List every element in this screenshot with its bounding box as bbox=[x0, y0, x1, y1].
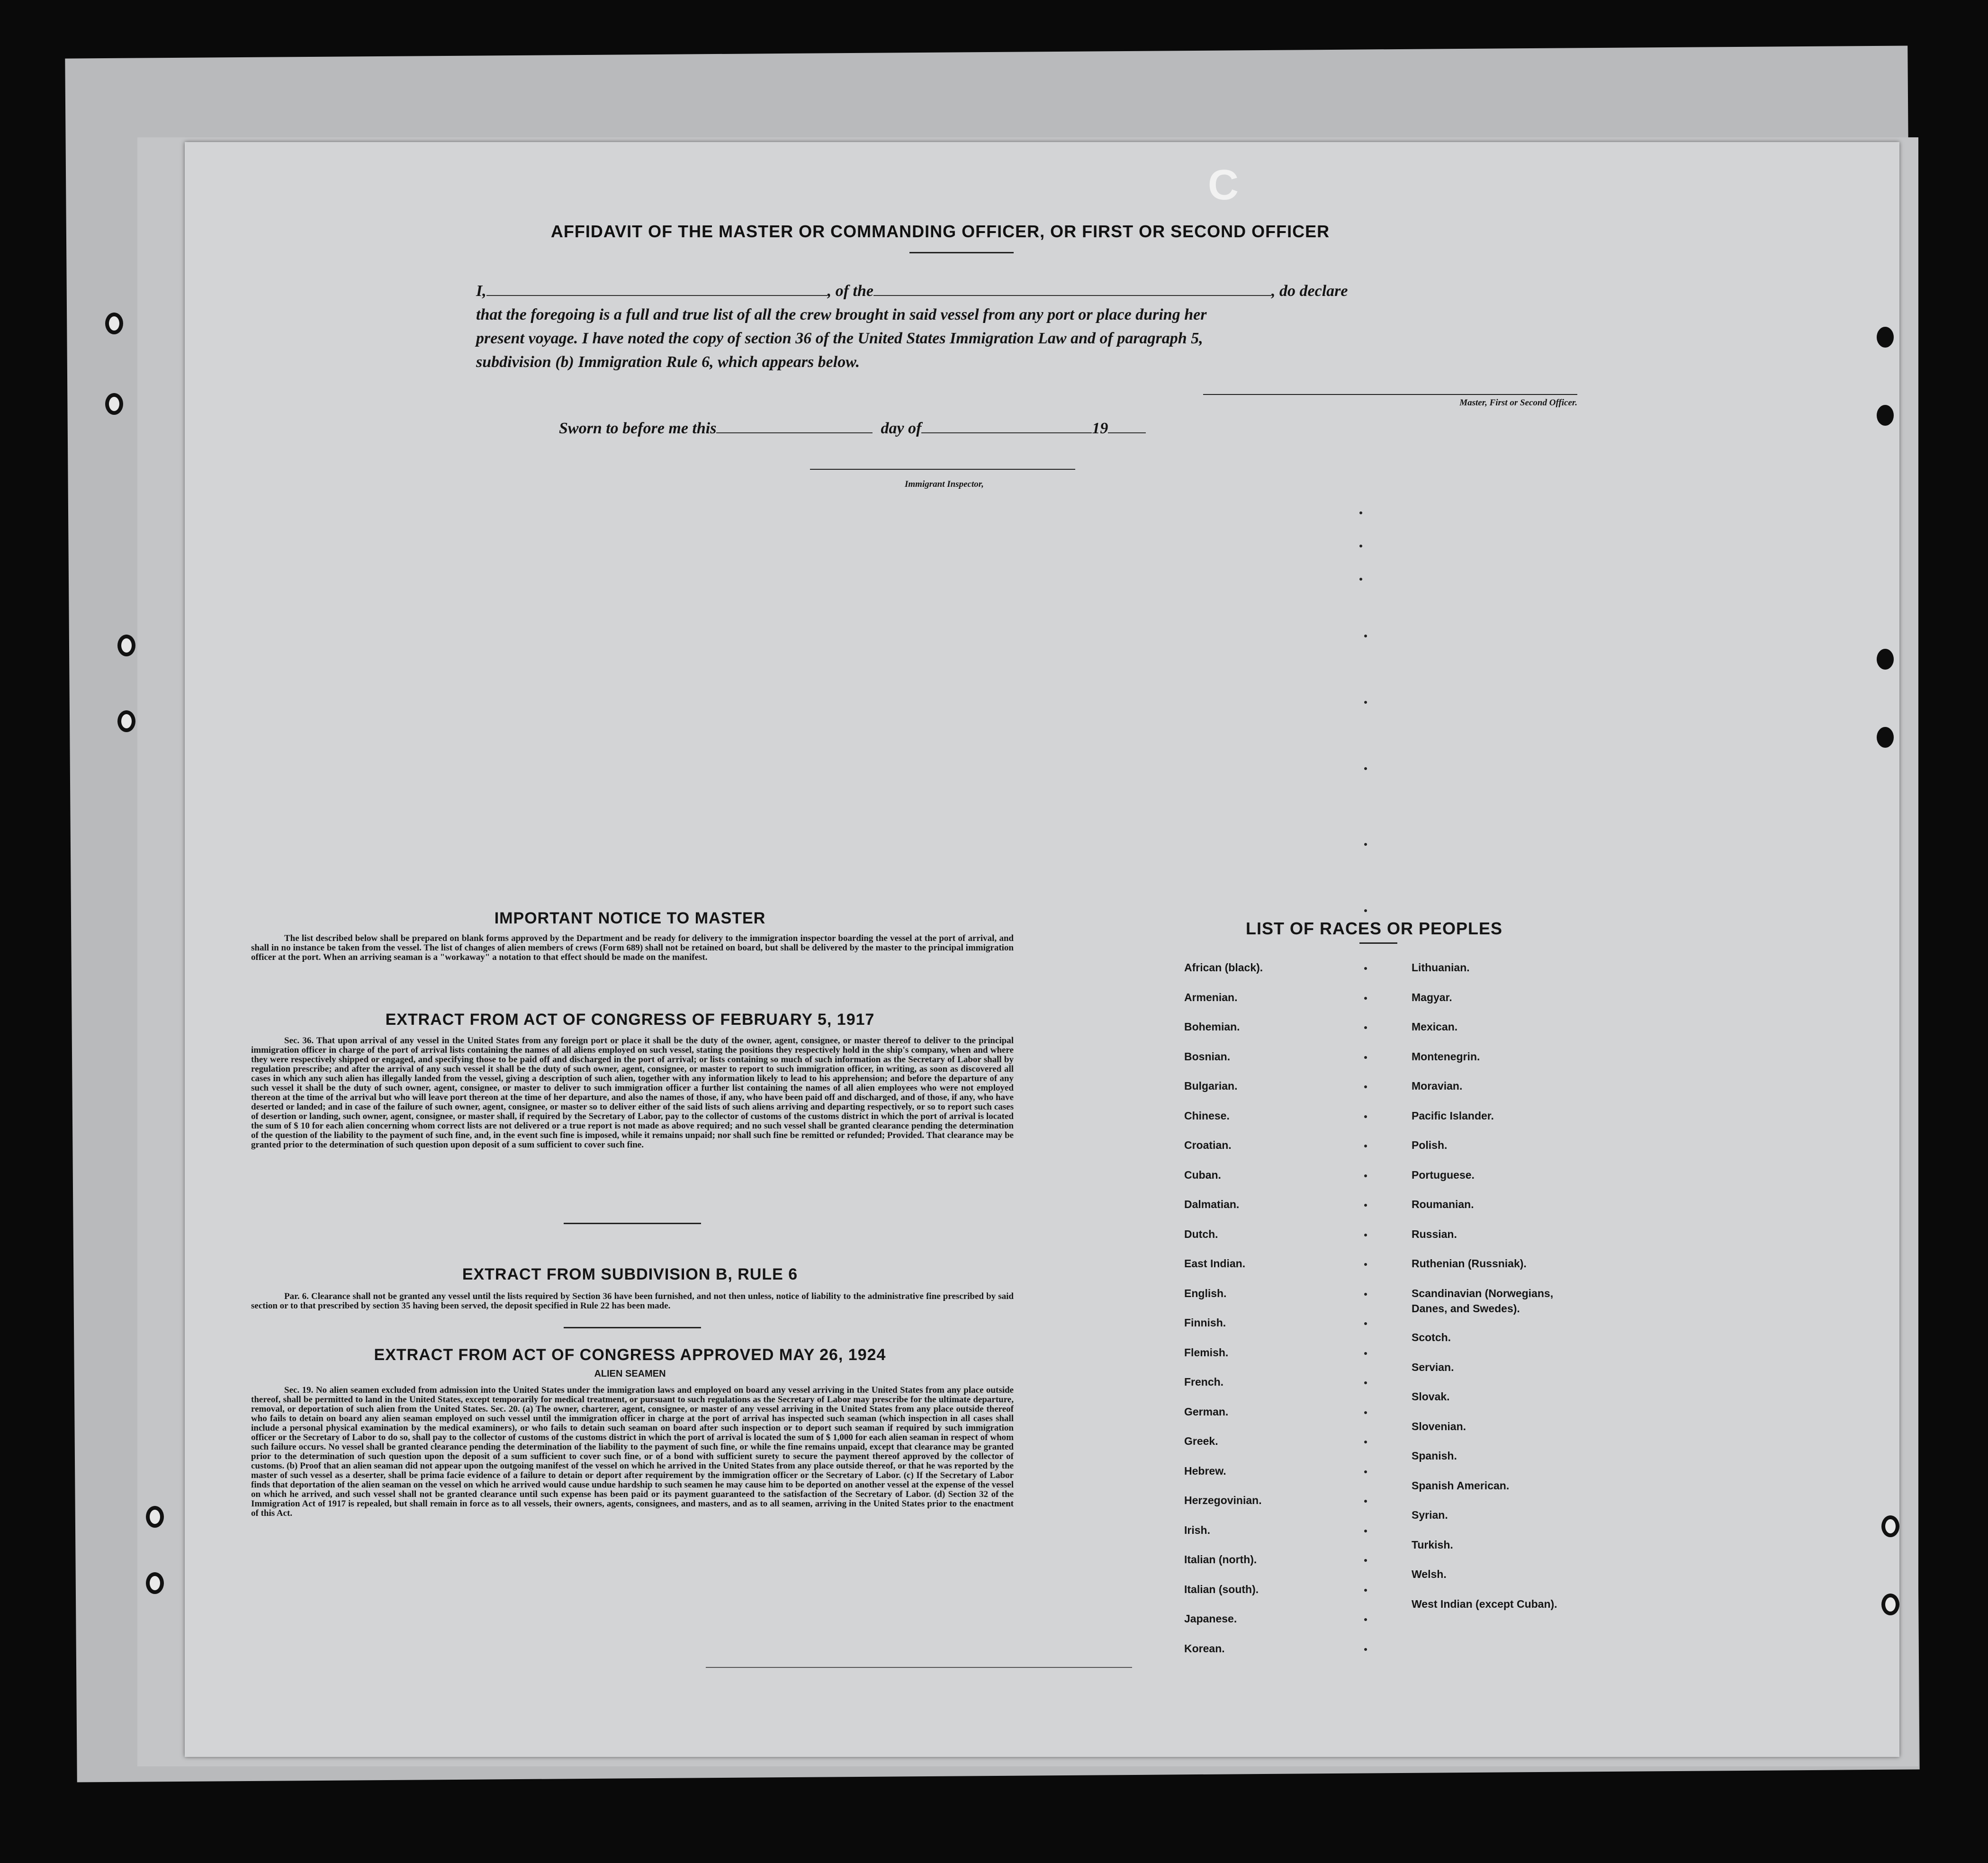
race-item: Danes, and Swedes). bbox=[1412, 1302, 1520, 1315]
circle-mark: C bbox=[1208, 161, 1239, 209]
bleed-dot bbox=[1364, 767, 1367, 770]
race-item: Korean. bbox=[1184, 1642, 1225, 1655]
race-dot bbox=[1364, 1322, 1367, 1325]
race-item: Russian. bbox=[1412, 1227, 1457, 1240]
extract-rule6-title: EXTRACT FROM SUBDIVISION B, RULE 6 bbox=[462, 1265, 798, 1283]
race-item: Moravian. bbox=[1412, 1080, 1463, 1092]
binder-hole bbox=[1881, 1515, 1899, 1537]
bottom-line bbox=[706, 1667, 1132, 1668]
race-dot bbox=[1364, 1381, 1367, 1384]
race-item: Dutch. bbox=[1184, 1227, 1218, 1240]
race-dot bbox=[1364, 1234, 1367, 1236]
race-item: French. bbox=[1184, 1376, 1224, 1388]
signature-line[interactable] bbox=[1203, 394, 1577, 395]
inspector-caption: Immigrant Inspector, bbox=[905, 479, 984, 489]
declaration-line-4: subdivision (b) Immigration Rule 6, which appears below. bbox=[476, 353, 860, 371]
extract-rule6-text: Par. 6. Clearance shall not be granted any vessel until the lists required by Section 36 have been furnished, and not then unless, notice of liability to the administrative fine prescribed by said section or to that prescribed by section 35 having been served, the deposit specified in Rule 22 has been made. bbox=[251, 1291, 1014, 1311]
race-dot bbox=[1364, 1026, 1367, 1029]
race-dot bbox=[1364, 1411, 1367, 1414]
race-item: Portuguese. bbox=[1412, 1168, 1475, 1181]
race-item: Flemish. bbox=[1184, 1346, 1229, 1359]
bleed-dot bbox=[1364, 701, 1367, 704]
race-dot bbox=[1364, 1441, 1367, 1443]
binder-hole bbox=[105, 313, 123, 334]
binder-hole bbox=[1877, 727, 1894, 748]
sworn-day-field[interactable] bbox=[716, 432, 873, 433]
race-item: Hebrew. bbox=[1184, 1464, 1226, 1477]
race-dot bbox=[1364, 1204, 1367, 1207]
race-dot bbox=[1364, 1618, 1367, 1621]
race-dot bbox=[1364, 1530, 1367, 1532]
year-prefix: 19 bbox=[1092, 420, 1108, 437]
affidavit-page bbox=[185, 142, 1899, 1757]
affidavit-title: AFFIDAVIT OF THE MASTER OR COMMANDING OFFICER, OR FIRST OR SECOND OFFICER bbox=[550, 222, 1330, 241]
race-item: Italian (north). bbox=[1184, 1553, 1257, 1566]
vessel-name-field[interactable] bbox=[873, 295, 1271, 296]
race-dot bbox=[1364, 1352, 1367, 1355]
extract-1917-title: EXTRACT FROM ACT OF CONGRESS OF FEBRUARY 5, 1917 bbox=[385, 1011, 875, 1029]
race-item: West Indian (except Cuban). bbox=[1412, 1597, 1557, 1610]
race-item: Magyar. bbox=[1412, 991, 1452, 1003]
of-the-label: , of the bbox=[827, 282, 874, 300]
race-item: Turkish. bbox=[1412, 1538, 1453, 1551]
binder-hole bbox=[146, 1506, 164, 1528]
race-item: English. bbox=[1184, 1287, 1227, 1299]
race-dot bbox=[1364, 1500, 1367, 1503]
day-of-label: day of bbox=[881, 420, 922, 437]
binder-hole bbox=[1877, 405, 1894, 426]
title-underline bbox=[909, 252, 1014, 253]
race-item: Syrian. bbox=[1412, 1509, 1448, 1522]
sworn-label: Sworn to before me this bbox=[559, 420, 717, 437]
extract-1917-text: Sec. 36. That upon arrival of any vessel in the United States from any foreign port or place it shall be the duty of the owner, agent, consignee, or master thereof to deliver to the principal immigration officer in charge of the port of arrival lists containing the names of all aliens employed on such vessel, stating the positions they respectively hold in the ship's company, when and where they were respectively shipped or engaged, and specifying those to be paid off and discharged in the port of arrival; or lists containing so much of such information as the Secretary of Labor shall by regulation prescribe; and after the arrival of any such vessel it shall be the duty of such owner, agent, consignee, or master to report to such immigration officer, in writing, as soon as discovered all cases in which any such alien has illegally landed from the vessel, giving a description of such alien, together with any information likely to lead to his apprehension; and before the departure of any such vessel it shall be the duty of such owner, agent, consignee, or master to deliver to such immigration officer a further list containing the names of all alien employees who were not employed thereon at the time of the arrival but who will leave port thereon at the time of her departure, and also the names of those, if any, who have been paid off and discharged, and of those, if any, who have deserted or landed; and in case of the failure of such owner, agent, consignee, or master so to deliver either of the said lists of such aliens arriving and departing respectively, or so to report such cases of desertion or landing, such owner, agent, consignee, or master shall, if required by the Secretary of Labor, pay to the collector of customs of the customs district in which the port of arrival is located the sum of $ 10 for each alien concerning whom correct lists are not delivered or a true report is not made as above required; and no such vessel shall be granted clearance pending the determination of the question of the liability to the payment of such fine, and, in the event such fine is imposed, while it remains unpaid; nor shall such fine be remitted or refunded; Provided. That clearance may be granted prior to the determination of such question upon deposit of a sum sufficient to cover such fine. bbox=[251, 1036, 1014, 1150]
declaration-line-2: that the foregoing is a full and true list of all the crew brought in said vessel from any port or place during her bbox=[476, 306, 1207, 323]
race-item: Scandinavian (Norwegians, bbox=[1412, 1287, 1554, 1299]
race-item: Chinese. bbox=[1184, 1109, 1230, 1122]
binder-hole bbox=[105, 393, 123, 415]
race-item: German. bbox=[1184, 1405, 1229, 1418]
race-dot bbox=[1364, 1293, 1367, 1296]
race-item: Ruthenian (Russniak). bbox=[1412, 1257, 1527, 1270]
race-dot bbox=[1364, 1056, 1367, 1059]
race-item: East Indian. bbox=[1184, 1257, 1246, 1270]
race-item: Cuban. bbox=[1184, 1168, 1221, 1181]
race-dot bbox=[1364, 1115, 1367, 1118]
declarant-prefix: I, bbox=[476, 282, 486, 300]
bleed-dot bbox=[1364, 843, 1367, 846]
race-item: Croatian. bbox=[1184, 1139, 1232, 1151]
race-dot bbox=[1364, 1559, 1367, 1562]
bleed-dot bbox=[1359, 578, 1362, 581]
extract-1924-subtitle: ALIEN SEAMEN bbox=[594, 1369, 666, 1379]
declarant-name-field[interactable] bbox=[486, 295, 828, 296]
race-item: Servian. bbox=[1412, 1361, 1454, 1373]
race-item: Pacific Islander. bbox=[1412, 1109, 1494, 1122]
race-dot bbox=[1364, 997, 1367, 1000]
binder-hole bbox=[117, 635, 135, 656]
race-item: Montenegrin. bbox=[1412, 1050, 1480, 1063]
race-item: Bosnian. bbox=[1184, 1050, 1231, 1063]
race-item: Spanish American. bbox=[1412, 1479, 1510, 1492]
race-item: Greek. bbox=[1184, 1435, 1218, 1447]
sworn-year-field[interactable] bbox=[1108, 432, 1146, 433]
race-item: Bulgarian. bbox=[1184, 1080, 1238, 1092]
race-item: Japanese. bbox=[1184, 1612, 1237, 1625]
race-item: Slovak. bbox=[1412, 1390, 1450, 1403]
binder-hole bbox=[1881, 1594, 1899, 1615]
race-dot bbox=[1364, 1589, 1367, 1592]
notice-title: IMPORTANT NOTICE TO MASTER bbox=[494, 909, 766, 927]
race-item: Irish. bbox=[1184, 1523, 1210, 1536]
bleed-dot bbox=[1359, 511, 1362, 514]
race-item: Herzegovinian. bbox=[1184, 1494, 1262, 1506]
race-item: Finnish. bbox=[1184, 1317, 1226, 1329]
race-item: Italian (south). bbox=[1184, 1583, 1259, 1595]
race-item: Lithuanian. bbox=[1412, 961, 1470, 974]
races-title-underline bbox=[1359, 942, 1397, 944]
do-declare-label: , do declare bbox=[1271, 282, 1348, 300]
race-dot bbox=[1364, 1648, 1367, 1651]
bleed-dot bbox=[1364, 635, 1367, 637]
extract-rule6-underline bbox=[564, 1327, 701, 1328]
race-item: Bohemian. bbox=[1184, 1021, 1240, 1033]
race-item: Dalmatian. bbox=[1184, 1198, 1240, 1210]
race-item: Polish. bbox=[1412, 1139, 1448, 1151]
binder-hole bbox=[117, 710, 135, 732]
race-item: Mexican. bbox=[1412, 1021, 1458, 1033]
race-dot bbox=[1364, 1085, 1367, 1088]
binder-hole bbox=[146, 1572, 164, 1594]
extract-1924-text: Sec. 19. No alien seamen excluded from admission into the United States under the immigration laws and employed on board any vessel arriving in the United States from any place outside thereof, shall be permitted to land in the United States, except temporarily for medical treatment, or pursuant to such regulations as the Secretary of Labor may prescribe for the ultimate departure, removal, or deportation of such alien from the United States. Sec. 20. (a) The owner, charterer, agent, consignee, or master of any vessel arriving in the United States from any place outside thereof who fails to detain on board any alien seaman employed on such vessel until the immigration officer in charge at the port of arrival has inspected such seaman (which inspection in all cases shall include a personal physical examination by the medical examiners), or who fails to detain such seaman on board after such inspection or to deport such seaman if required by such immigration officer or the Secretary of Labor to do so, shall pay to the collector of customs of the customs district in which the port of arrival is located the sum of $ 1,000 for each alien seaman in respect of whom such failure occurs. No vessel shall be granted clearance pending the determination of the liability to the payment of such fine, or while the fine remains unpaid, except that clearance may be granted prior to the determination of such question upon the deposit of a sum sufficient to cover such fine, or of a bond with sufficient surety to secure the payment thereof approved by the collector of customs. (b) Proof that an alien seaman did not appear upon the outgoing manifest of the vessel on which he arrived in the United States from any place outside thereof, or that he was reported by the master of such vessel as a deserter, shall be prima facie evidence of a failure to detain or deport after requirement by the immigration officer or the Secretary of Labor. (c) If the Secretary of Labor finds that deportation of the alien seaman on the vessel on which he arrived would cause undue hardship to such seamen he may cause him to be deported on another vessel at the expense of the vessel on which he arrived, and such vessel shall not be granted clearance until such expense has been paid or its payment guaranteed to the satisfaction of the Secretary of Labor. (d) Section 32 of the Immigration Act of 1917 is repealed, but shall remain in force as to all vessels, their owners, agents, consignees, and masters, and as to all seamen, arriving in the United States prior to the enactment of this Act. bbox=[251, 1385, 1014, 1518]
race-dot bbox=[1364, 1470, 1367, 1473]
signature-caption: Master, First or Second Officer. bbox=[1459, 398, 1577, 408]
inspector-signature-line[interactable] bbox=[810, 469, 1075, 470]
race-item: Spanish. bbox=[1412, 1450, 1457, 1462]
bleed-dot bbox=[1359, 545, 1362, 547]
race-item: African (black). bbox=[1184, 961, 1263, 974]
race-item: Roumanian. bbox=[1412, 1198, 1474, 1210]
race-item: Slovenian. bbox=[1412, 1420, 1466, 1433]
race-item: Armenian. bbox=[1184, 991, 1238, 1003]
extract-1917-underline bbox=[564, 1223, 701, 1224]
race-dot bbox=[1364, 1174, 1367, 1177]
races-title: LIST OF RACES OR PEOPLES bbox=[1246, 919, 1503, 938]
race-item: Welsh. bbox=[1412, 1568, 1447, 1581]
extract-1924-title: EXTRACT FROM ACT OF CONGRESS APPROVED MAY 26, 1924 bbox=[374, 1346, 886, 1364]
sworn-line bbox=[559, 417, 1412, 440]
notice-text: The list described below shall be prepared on blank forms approved by the Department and be ready for delivery to the immigration inspector boarding the vessel at the port of arrival, and shall in no instance be taken from the vessel. The list of changes of alien members of crews (Form 689) shall not be retained on board, but shall be delivered by the master to the principal immigration officer at the port. When an arriving seaman is a "workaway" a notation to that effect should be made on the manifest. bbox=[251, 933, 1014, 962]
race-dot bbox=[1364, 1145, 1367, 1147]
race-dot bbox=[1364, 967, 1367, 970]
declaration-line-1 bbox=[476, 279, 1580, 303]
binder-hole bbox=[1877, 649, 1894, 670]
binder-hole bbox=[1877, 327, 1894, 348]
bleed-dot bbox=[1364, 909, 1367, 912]
declaration-line-3: present voyage. I have noted the copy of section 36 of the United States Immigration Law and of paragraph 5, bbox=[476, 330, 1203, 347]
race-item: Scotch. bbox=[1412, 1331, 1451, 1344]
race-dot bbox=[1364, 1263, 1367, 1266]
sworn-month-field[interactable] bbox=[921, 432, 1092, 433]
